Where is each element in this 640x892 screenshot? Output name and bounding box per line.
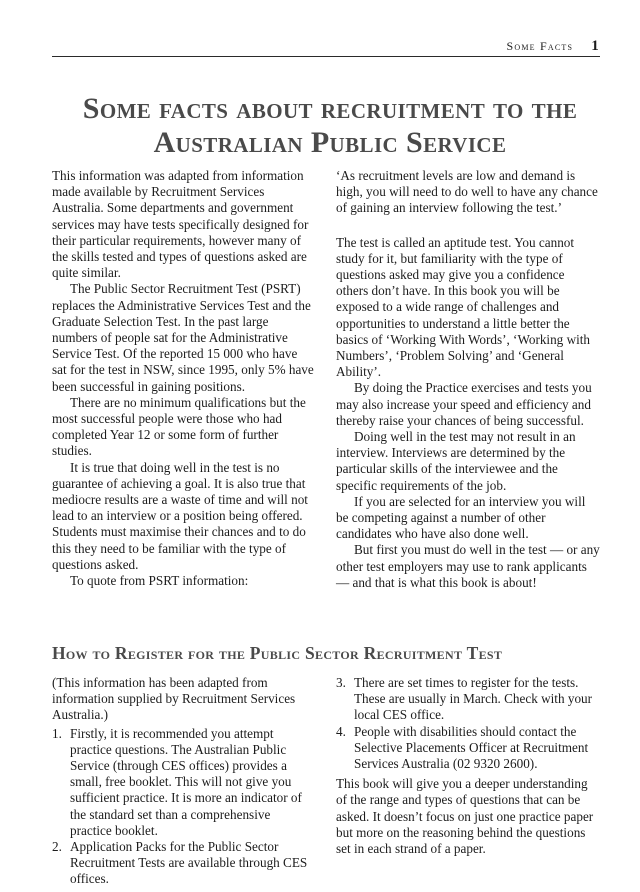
section-left-column [52,675,314,888]
steps-list [52,726,314,888]
list-item [336,724,600,773]
page-title: Some facts about recruitment to the Australian Public Service [82,92,578,159]
list-item [52,726,314,839]
page-number: 1 [591,38,600,54]
steps-list [336,675,600,772]
list-item [52,839,314,888]
body-paragraph: To quote from PSRT information: [70,573,249,589]
body-paragraph: It is true that doing well in the test is no guarantee of achieving a goal. It is also true that mediocre results are a waste of time and will not lead to an interview or a position being offered. Students must maximise their chances and to do this they need to be familiar with the type of questions asked. [52,459,308,572]
list-text: Firstly, it is recommended you attempt practice questions. The Australian Public Service (through CES offices) provides a small, free booklet. This will not give you sufficient practice. It is more an indicator of the standard set than a comprehensive practice booklet. [70,725,302,838]
body-paragraph: This information was adapted from information made available by Recruitment Services Australia. Some departments and government services may have tests specifically designed for their particular requirements, however many of the skills tested and types of questions asked are quite similar. [52,168,309,281]
list-number: 2. [52,839,62,855]
list-text: People with disabilities should contact the Selective Placements Officer at Recruitment Services Australia (02 9320 2600). [354,723,589,772]
list-text: There are set times to register for the tests. These are usually in March. Check with your local CES office. [354,675,593,723]
list-number: 4. [336,723,346,739]
body-paragraph: If you are selected for an interview you will be competing against a number of other candidates who have also done well. [336,493,586,542]
body-paragraph: By doing the Practice exercises and tests you may also increase your speed and efficiency and thereby raise your chances of being successful. [336,380,592,428]
block-quote: ‘As recruitment levels are low and demand is high, you will need to do well to have any chance of gaining an interview following the test.’ [336,168,598,216]
list-number: 1. [52,725,62,741]
body-paragraph: The test is called an aptitude test. You cannot study for it, but familiarity with the type of questions asked may give you a confidence others don’t have. In this book you will be exposed to a wide range of challenges and opportunities to understand a little better the basics of ‘Working With Words’, ‘Working with Numbers’, ‘Problem Solving’ and ‘General Ability’. [336,234,591,380]
running-head-label: Some Facts [506,39,574,53]
section-intro: (This information has been adapted from information supplied by Recruitment Services Australia.) [52,675,296,723]
closing-paragraph: This book will give you a deeper understanding of the range and types of questions that can be asked. It doesn’t focus on just one practice paper but more on the reasoning behind the questions set in each strand of a paper. [336,776,594,857]
list-item [336,675,600,724]
body-paragraph: Doing well in the test may not result in an interview. Interviews are determined by the particular skills of the interviewee and the specific requirements of the job. [336,429,576,493]
body-paragraph: The Public Sector Recruitment Test (PSRT) replaces the Administrative Services Test and the Graduate Selection Test. In the past large numbers of people sat for the Administrative Service Test. Of the reported 15 000 who have sat for the test in NSW, since 1995, only 5% have been successful in gaining positions. [52,281,314,394]
right-column [336,168,600,591]
body-paragraph: But first you must do well in the test — or any other test employers may use to rank applicants — and that is what this book is about! [336,542,600,590]
body-paragraph: There are no minimum qualifications but the most successful people were those who had completed Year 12 or some form of further studies. [52,394,306,459]
section-right-column [336,675,600,857]
list-text: Application Packs for the Public Sector Recruitment Tests are available through CES offices. [70,839,308,887]
left-column [52,168,314,589]
running-head [52,38,600,57]
list-number: 3. [336,675,346,690]
section-title: How to Register for the Public Sector Recruitment Test [52,643,503,663]
